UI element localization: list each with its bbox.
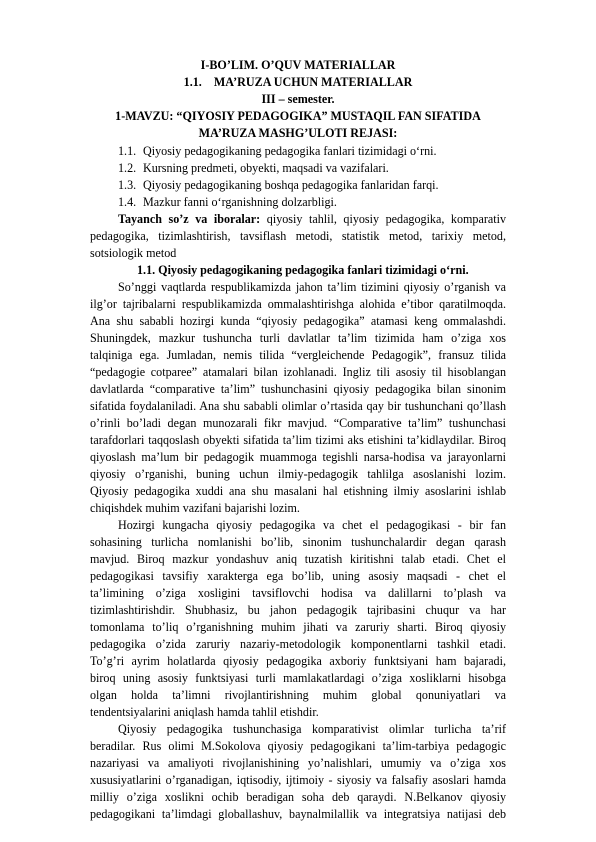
paragraph-line: pedagogikani ta’limdagi globallashuv, baynalmilallik va integratsiya natijasi deb — [90, 807, 506, 821]
subsection-title — [0, 74, 596, 91]
section-title: I-BO’LIM. O’QUV MATERIALLAR — [200, 58, 396, 72]
keywords-line: pedagogika, tizimlashtirish, tavsiflash metodi, statistik metod, tarixiy metod, — [90, 229, 506, 243]
plan-item-number: 1.4. — [118, 195, 137, 209]
paragraph-line: o’rinli bo’ladi degan munozarali fikr mavjud. “Comparative ta’lim” tushunchasi — [90, 416, 506, 430]
paragraph-line: sifatida foydalaniladi. Ana shu sababli olimlar o’rtasida qay bir tushunchani qo’llash — [90, 399, 506, 413]
plan-item-text: Kursning predmeti, obyekti, maqsadi va vazifalari. — [143, 161, 389, 175]
paragraph-line: Qiyosiy pedagogika tushunchasiga komparativist olimlar turlicha ta’rif — [118, 722, 506, 736]
subsection-number: 1.1. — [183, 75, 202, 89]
paragraph-line: tomonlama to’liq o’rganishning muhim jihati va zaruriy sharti. Biroq qiyosiy — [90, 620, 506, 634]
topic-title: 1-MAVZU: “QIYOSIY PEDAGOGIKA” MUSTAQIL FAN SIFATIDA — [115, 109, 481, 123]
plan-item-text: Mazkur fanni o‘rganishning dolzarbligi. — [143, 195, 337, 209]
paragraph-line: tendentsiyalarini aniqlash hamda tahlil etishdir. — [90, 705, 319, 719]
paragraph-line: qiyoslash ma’lum bir pedagogik muammoga tegishli narsa-hodisa va jarayonlarni — [90, 450, 506, 464]
keywords-text: qiyosiy tahlil, qiyosiy pedagogika, komparativ — [266, 212, 507, 226]
plan-item-text: Qiyosiy pedagogikaning boshqa pedagogika fanlaridan farqi. — [143, 178, 439, 192]
plan-item-number: 1.2. — [118, 161, 137, 175]
paragraph-line: Shuningdek, mazkur tushuncha turli davlatlar ta’lim tizimida ham o’ziga xos — [90, 331, 506, 345]
paragraph-line: ta’limining o’ziga xosligini tavsiflovchi hodisa va dalillarni to’plash va — [90, 586, 506, 600]
paragraph-line: beradilar. Rus olimi M.Sokolova qiyosiy pedagogikani ta’lim-tarbiya pedagogic — [90, 739, 506, 753]
keywords-line: sotsiologik metod — [90, 246, 177, 260]
subsection-label: MA’RUZA UCHUN MATERIALLAR — [213, 75, 413, 89]
plan-title: MA’RUZA MASHG’ULOTI REJASI: — [198, 126, 398, 140]
plan-item-number: 1.3. — [118, 178, 137, 192]
paragraph-line: pedagogika o’zida zaruriy nazariy-metodologik komponentlarni tashkil etadi. — [90, 637, 506, 651]
plan-item — [118, 160, 389, 177]
paragraph-line: So’nggi vaqtlarda respublikamizda jahon ta’lim tizimini qiyosiy o’rganish va — [118, 280, 506, 294]
paragraph-line: milliy o’ziga xoslikni ochib beradigan soha deb qaraydi. N.Belkanov qiyosiy — [90, 790, 506, 804]
paragraph-line: qiyosiy o’rganishi, buning uchun ilmiy-pedagogik tahlilga asoslanishi lozim. — [90, 467, 506, 481]
paragraph-line: tizimlashtirishdir. Shubhasiz, bu jahon pedagogik tajribasini chuqur va har — [90, 603, 506, 617]
paragraph-line: talqiniga ega. Jumladan, nemis tilida “vergleichende Pedagogik”, fransuz tilida — [90, 348, 506, 362]
plan-item — [118, 194, 337, 211]
paragraph-line: nazariyasi va amaliyoti rivojlanishining yo’nalishlari, umumiy va o’ziga xos — [90, 756, 506, 770]
keywords-line — [118, 211, 506, 228]
semester-label: III – semester. — [261, 92, 335, 106]
paragraph-line: ilg’or tajribalarni respublikamizda ommalashtirishga alohida e’tibor qaratilmoqda. — [90, 297, 506, 311]
paragraph-line: sohasining turlicha nomlanishi bo’lib, sinonim tushunchalardir degan qarash — [90, 535, 506, 549]
paragraph-line: pedagogikasi tavsifiy xarakterga ega bo’lib, uning asosiy maqsadi - chet el — [90, 569, 506, 583]
paragraph-line: Qiyosiy pedagogika xuddi ana shu masalani hal etishning ilmiy asoslarini ishlab — [90, 484, 506, 498]
paragraph-line: biroq uning asosiy funktsiyasi turli mamlakatlardagi o’ziga xosliklarni hisobga — [90, 671, 506, 685]
paragraph-line: tarafdorlari taqqoslash obyekti sifatida ta’lim tizimi aks etishini ta’kidlaydilar. Biroq — [90, 433, 506, 447]
plan-item-number: 1.1. — [118, 144, 137, 158]
paragraph-line: xususiyatlarini o’rganadigan, iqtisodiy, ijtimoiy - siyosiy va falsafiy asoslari hamda — [90, 773, 506, 787]
paragraph-line: davlatlarda “comparative ta’lim” tushunchasini qiyosiy pedagogika bilan sinonim — [90, 382, 506, 396]
keywords-label: Tayanch so’z va iboralar: — [118, 212, 261, 226]
paragraph-line: chiqishdek muhim vazifani bajarishi lozim. — [90, 501, 300, 515]
paragraph-line: To’g’ri ayrim holatlarda qiyosiy pedagogika axboriy funktsiyani ham bajaradi, — [90, 654, 506, 668]
paragraph-line: olgan holda ta’limni rivojlantirishning muhim global qonuniyatlari va — [90, 688, 506, 702]
plan-item — [118, 177, 439, 194]
paragraph-line: Hozirgi kungacha qiyosiy pedagogika va chet el pedagogikasi - bir fan — [118, 518, 506, 532]
paragraph-line: Ana shu sababli hozirgi kunda “qiyosiy pedagogika” atamasi keng ommalashdi. — [90, 314, 506, 328]
paragraph-line: “pedagogie cotparee” atamalari bilan izohlanadi. Ingliz tili asosiy til hisoblangan — [90, 365, 506, 379]
plan-item — [118, 143, 437, 160]
section-heading: 1.1. Qiyosiy pedagogikaning pedagogika fanlari tizimidagi o‘rni. — [137, 263, 469, 277]
plan-item-text: Qiyosiy pedagogikaning pedagogika fanlari tizimidagi o‘rni. — [143, 144, 437, 158]
paragraph-line: mavjud. Biroq mazkur yondashuv aniq tuzatish kiritishni talab etadi. Chet el — [90, 552, 506, 566]
